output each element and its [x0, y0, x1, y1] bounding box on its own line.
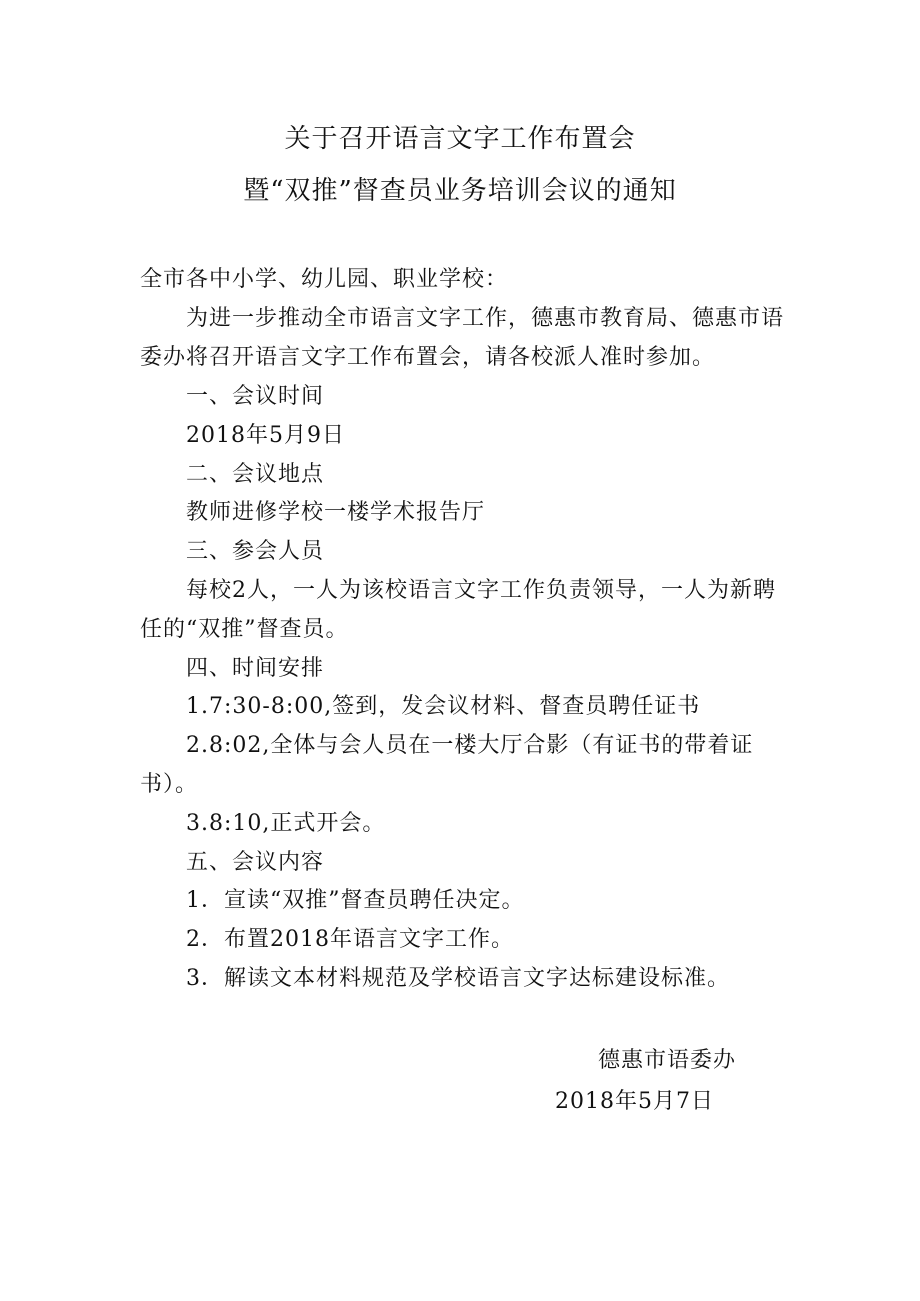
section-content-time: 2018年5月9日 — [186, 423, 345, 448]
content-item-2: 2．布置2018年语言文字工作。 — [186, 927, 514, 952]
intro-paragraph-line1: 为进一步推动全市语言文字工作，德惠市教育局、德惠市语 — [186, 306, 785, 331]
signature-org: 德惠市语委办 — [598, 1048, 737, 1073]
section-heading-time: 一、会议时间 — [186, 384, 325, 409]
section-heading-schedule: 四、时间安排 — [186, 656, 325, 681]
schedule-item-2-line1: 2.8:02,全体与会人员在一楼大厅合影（有证书的带着证 — [186, 733, 754, 758]
section-content-attendees-line1: 每校2人，一人为该校语言文字工作负责领导，一人为新聘 — [186, 578, 776, 603]
intro-paragraph-line2: 委办将召开语言文字工作布置会，请各校派人准时参加。 — [140, 345, 716, 370]
signature-date: 2018年5月7日 — [555, 1089, 714, 1114]
schedule-item-2-line2: 书）。 — [140, 772, 199, 797]
section-heading-attendees: 三、参会人员 — [186, 539, 325, 564]
section-content-attendees-line2: 任的“双推”督查员。 — [140, 617, 349, 642]
content-item-3: 3．解读文本材料规范及学校语言文字达标建设标准。 — [186, 966, 730, 991]
content-item-1: 1．宣读“双推”督查员聘任决定。 — [186, 888, 525, 913]
notice-title-line1: 关于召开语言文字工作布置会 — [284, 124, 636, 154]
section-heading-location: 二、会议地点 — [186, 462, 325, 487]
salutation: 全市各中小学、幼儿园、职业学校： — [140, 267, 509, 292]
section-heading-content: 五、会议内容 — [186, 850, 325, 875]
section-content-location: 教师进修学校一楼学术报告厅 — [186, 500, 486, 525]
notice-title-line2: 暨“双推”督查员业务培训会议的通知 — [243, 176, 677, 206]
schedule-item-3: 3.8:10,正式开会。 — [186, 811, 386, 836]
schedule-item-1: 1.7:30-8:00,签到，发会议材料、督查员聘任证书 — [186, 694, 701, 719]
